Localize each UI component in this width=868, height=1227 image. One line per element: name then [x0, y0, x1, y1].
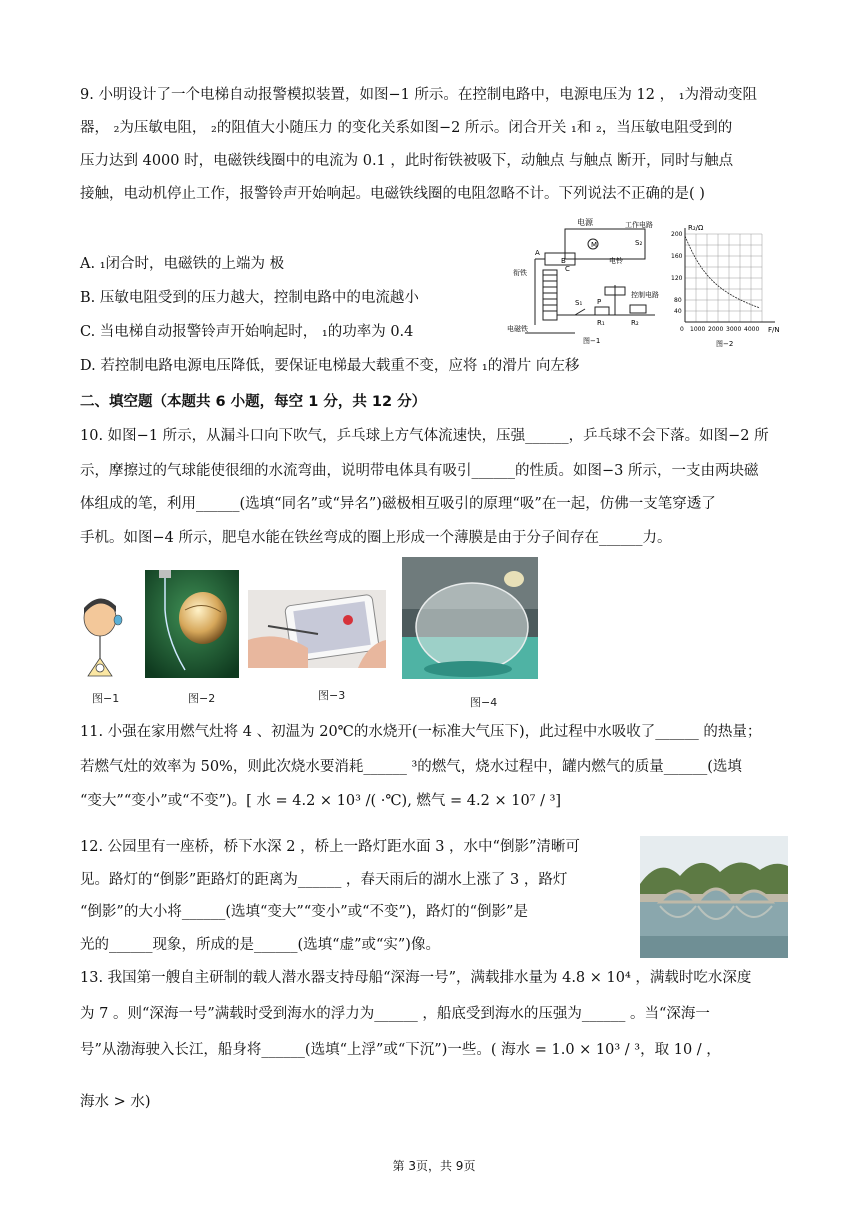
q13-line-4: 海水 > 水)	[80, 1094, 151, 1110]
figure-1-caption: 图−1	[92, 692, 120, 705]
funnel-blowing-figure	[78, 596, 126, 682]
q11-line-3: “变大”“变小”或“不变”)。[ 水 = 4.2 × 10³ /( ·℃), 燃气 = 4.2 × 10⁷ / ³]	[80, 793, 562, 809]
graph-caption: 图−2	[716, 340, 734, 348]
q9-option-d: D. 若控制电路电源电压降低，要保证电梯最大载重不变，应将 ₁的滑片 向左移	[80, 358, 580, 374]
graph-ytick: 160	[671, 253, 683, 260]
q9-line-1: 9. 小明设计了一个电梯自动报警模拟装置，如图−1 所示。在控制电路中，电源电压为 12 ， ₁为滑动变阻	[80, 87, 758, 103]
q9-line-3: 压力达到 4000 时，电磁铁线圈中的电流为 0.1 ，此时衔铁被吸下，动触点 与触点 断开，同时与触点	[80, 153, 734, 169]
graph-ytick: 40	[674, 308, 682, 315]
q13-line-2: 为 7 。则“深海一号”满载时受到海水的浮力为______ ，船底受到海水的压强为______ 。当“深海一	[80, 1006, 710, 1022]
section-heading: 二、填空题（本题共 6 小题，每空 1 分，共 12 分）	[80, 394, 427, 410]
circuit-caption: 图−1	[583, 337, 601, 345]
balloon-water-figure	[145, 570, 239, 678]
arch-bridge-photo	[640, 836, 788, 958]
figure-2-caption: 图−2	[188, 692, 216, 705]
q12-line-4: 光的______现象，所成的是______(选填“虚”或“实”)像。	[80, 937, 440, 953]
circuit-electromagnet-label: 电磁铁	[507, 325, 528, 333]
graph-xlabel: F/N	[768, 326, 780, 334]
q12-line-1: 12. 公园里有一座桥，桥下水深 2 ，桥上一路灯距水面 3 ，水中“倒影”清晰可	[80, 839, 580, 855]
q13-line-1: 13. 我国第一艘自主研制的载人潜水器支持母船“深海一号”，满载排水量为 4.8 × 10⁴ ，满载时吃水深度	[80, 970, 752, 986]
circuit-s1-label: S₁	[575, 299, 583, 307]
circuit-contact-b-label: B	[561, 257, 566, 265]
q10-line-1: 10. 如图−1 所示，从漏斗口向下吹气，乒乓球上方气体流速快，压强______，乒乓球不会下落。如图−2 所	[80, 428, 769, 444]
figure-3-caption: 图−3	[318, 689, 346, 702]
circuit-motor-label: M	[591, 241, 598, 249]
circuit-power-label: 电源	[577, 218, 593, 227]
q13-line-3: 号”从渤海驶入长江，船身将______(选填“上浮”或“下沉”)一些。( 海水 = 1.0 × 10³ / ³，取 10 / ，	[80, 1042, 721, 1058]
q10-line-4: 手机。如图−4 所示，肥皂水能在铁丝弯成的圈上形成一个薄膜是由于分子间存在______力。	[80, 530, 672, 546]
graph-xtick: 4000	[744, 326, 760, 333]
page-number: 第 3页，共 9页	[392, 1159, 476, 1173]
circuit-bell-label: 电铃	[609, 257, 623, 265]
circuit-contact-c-label: C	[565, 265, 570, 273]
circuit-diagram	[505, 215, 665, 345]
pressure-resistance-graph	[670, 222, 790, 350]
graph-ytick: 200	[671, 231, 683, 238]
magnetic-pen-figure	[248, 590, 386, 668]
q12-line-2: 见。路灯的“倒影”距路灯的距离为______ ，春天雨后的湖水上涨了 3 ，路灯	[80, 872, 568, 888]
q9-line-4: 接触，电动机停止工作，报警铃声开始响起。电磁铁线圈的电阻忽略不计。下列说法不正确的是( )	[80, 186, 705, 202]
figure-4-caption: 图−4	[470, 696, 498, 709]
q10-line-2: 示，摩擦过的气球能使很细的水流弯曲，说明带电体具有吸引______的性质。如图−3 所示，一支由两块磁	[80, 463, 759, 479]
circuit-control-label: 控制电路	[631, 291, 659, 299]
circuit-work-label: 工作电路	[625, 221, 653, 229]
q9-option-b: B. 压敏电阻受到的压力越大，控制电路中的电流越小	[80, 290, 419, 306]
circuit-armature-label: 衔铁	[513, 269, 527, 277]
q10-line-3: 体组成的笔，利用______(选填“同名”或“异名”)磁极相互吸引的原理“吸”在一起，仿佛一支笔穿透了	[80, 496, 716, 512]
q11-line-1: 11. 小强在家用燃气灶将 4 、初温为 20℃的水烧开(一标准大气压下)，此过程中水吸收了______ 的热量；	[80, 724, 762, 740]
graph-xtick: 3000	[726, 326, 742, 333]
circuit-r2-label: R₂	[631, 319, 639, 327]
graph-ytick: 80	[674, 297, 682, 304]
graph-ytick: 120	[671, 275, 683, 282]
q9-option-c: C. 当电梯自动报警铃声开始响起时， ₁的功率为 0.4	[80, 324, 414, 340]
q12-line-3: “倒影”的大小将______(选填“变大”“变小”或“不变”)，路灯的“倒影”是	[80, 904, 528, 920]
graph-xtick: 0	[680, 326, 684, 333]
graph-ylabel: R₂/Ω	[688, 224, 704, 232]
circuit-contact-a-label: A	[535, 249, 540, 257]
circuit-s2-label: S₂	[635, 239, 643, 247]
graph-xtick: 1000	[690, 326, 706, 333]
q11-line-2: 若燃气灶的效率为 50%，则此次烧水要消耗______ ³的燃气，烧水过程中，罐内燃气的质量______(选填	[80, 759, 742, 775]
soap-film-figure	[402, 557, 538, 679]
q9-option-a: A. ₁闭合时，电磁铁的上端为 极	[80, 256, 285, 272]
q9-line-2: 器， ₂为压敏电阻， ₂的阻值大小随压力 的变化关系如图−2 所示。闭合开关 ₁和 ₂，当压敏电阻受到的	[80, 120, 733, 136]
graph-xtick: 2000	[708, 326, 724, 333]
circuit-p-label: P	[597, 298, 602, 306]
circuit-r1-label: R₁	[597, 319, 605, 327]
